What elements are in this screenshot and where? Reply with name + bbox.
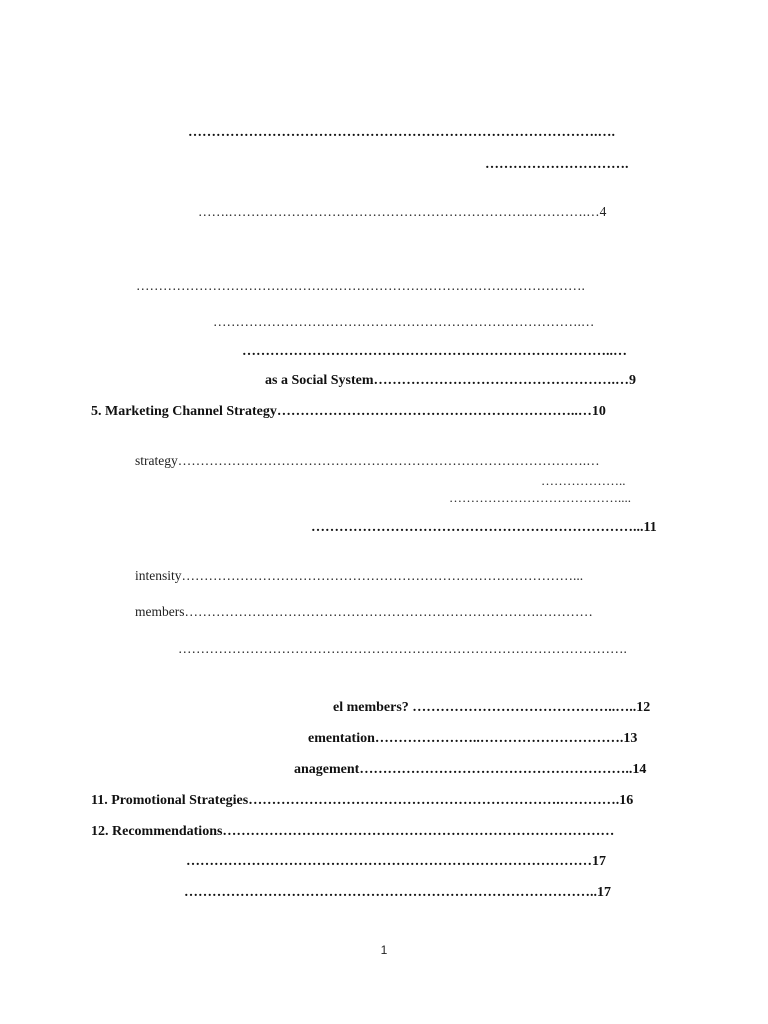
toc-line-9: strategy……………………………………………………………………………….… <box>135 453 600 468</box>
toc-line-11: ………………………………….... <box>449 490 631 505</box>
toc-line-16: el members? ……………………………………..…..12 <box>333 700 651 715</box>
toc-line-10: ……………….. <box>541 473 626 488</box>
toc-line-7: as a Social System…………………………………………….…9 <box>265 373 636 388</box>
toc-line-20: 12. Recommendations………………………………………………………………………… <box>91 824 615 839</box>
toc-line-12: ……………………………………………………………...11 <box>311 520 657 535</box>
toc-line-8: 5. Marketing Channel Strategy………………………………………………………..…10 <box>91 404 606 419</box>
toc-line-17: ementation…………………..………………………….13 <box>308 731 638 746</box>
toc-line-1: …………………………………………………………………………….…. <box>188 125 615 140</box>
toc-line-15: ………………………………………………………………………………………. <box>178 641 627 656</box>
toc-line-19: 11. Promotional Strategies………………………………………………………….………….16 <box>91 793 634 808</box>
toc-line-5: ……………………………………………………………………….… <box>213 314 595 329</box>
toc-line-18: anagement…………………………………………………..14 <box>294 762 647 777</box>
toc-line-13: intensity……………………………………………………………………………... <box>135 568 584 583</box>
toc-line-4: ………………………………………………………………………………………. <box>136 278 585 293</box>
toc-line-3: …….………………………………………………………….………….…4 <box>198 204 607 219</box>
toc-line-22: ……………………………………………………………………………..17 <box>184 885 611 900</box>
toc-line-2: …………………………. <box>485 157 629 172</box>
toc-line-6: ……………………………………………………………………..… <box>242 344 627 359</box>
toc-line-21: ……………………………………………………………………………17 <box>186 854 606 869</box>
page-number: 1 <box>380 943 388 957</box>
toc-line-14: members…………………………………………………………………….………… <box>135 604 593 619</box>
